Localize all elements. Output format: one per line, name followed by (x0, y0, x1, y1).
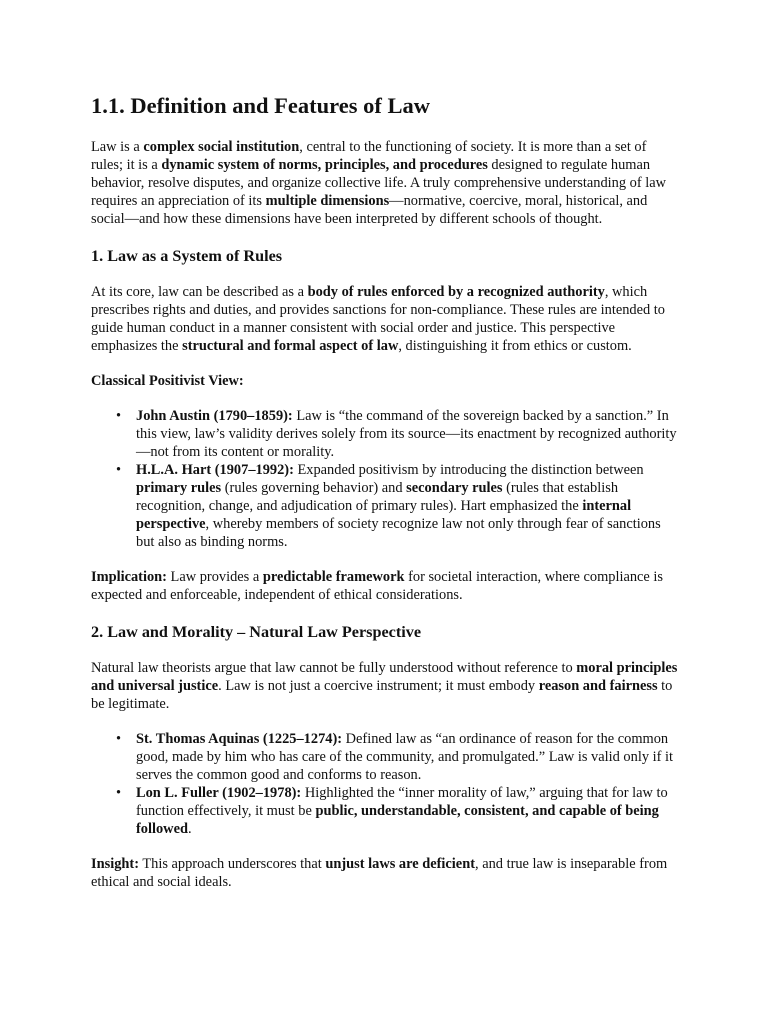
intro-bold: complex social institution (143, 139, 300, 155)
paragraph-text: for societal interaction, where compliance is expected and enforceable, independent of ethical considerations. (91, 569, 664, 603)
list-item-text: , whereby members of society recognize law not only through fear of sanctions but also as binding norms. (136, 516, 661, 550)
paragraph-bold: Implication: (91, 569, 167, 585)
bullet-icon: • (116, 462, 122, 478)
list-item-hart (116, 461, 679, 551)
paragraph-bold: body of rules enforced by a recognized authority (307, 284, 605, 300)
paragraph-bold: reason and fairness (538, 678, 658, 694)
intro-text: Law is a (91, 139, 144, 155)
intro-text: designed to regulate human behavior, resolve disputes, and organize collective life. A truly comprehensive understanding of law requires an appreciation of its (91, 157, 667, 209)
intro-text: , central to the functioning of society. It is more than a set of rules; it is a (91, 139, 647, 173)
paragraph-text: , which prescribes rights and duties, and provides sanctions for non-compliance. These rules are intended to guide human conduct in a manner consistent with social order and justice. This perspective emphasizes the (91, 284, 665, 354)
list-item-bold: public, understandable, consistent, and capable of being followed (136, 803, 659, 837)
section-2-heading: 2. Law and Morality – Natural Law Perspective (91, 623, 422, 641)
paragraph-bold: structural and formal aspect of law (182, 338, 399, 354)
intro-bold: dynamic system of norms, principles, and procedures (161, 157, 488, 173)
section-1-heading: 1. Law as a System of Rules (91, 247, 283, 265)
list-item-text: Highlighted the “inner morality of law,” arguing that for law to function effectively, it must be (136, 785, 668, 819)
paragraph-text: Natural law theorists argue that law cannot be fully understood without reference to (91, 660, 577, 676)
section-2-paragraph (91, 659, 679, 713)
list-item-fuller (116, 784, 679, 838)
list-item-bold: internal perspective (136, 498, 632, 532)
document-title: 1.1. Definition and Features of Law (91, 93, 430, 118)
bullet-icon: • (116, 731, 122, 747)
paragraph-text: to be legitimate. (91, 678, 673, 712)
paragraph-bold: Insight: (91, 856, 139, 872)
list-item-text: (rules that establish recognition, change, and adjudication of primary rules). Hart emphasized the (136, 480, 619, 514)
paragraph-bold: predictable framework (262, 569, 405, 585)
list-item-bold: John Austin (1790–1859): (136, 408, 293, 424)
list-item-bold: Lon L. Fuller (1902–1978): (136, 785, 302, 801)
list-item-text: Defined law as “an ordinance of reason for the common good, made by him who has care of the community, and promulgated.” Law is valid only if it serves the common good and conforms to reason. (136, 731, 673, 783)
insight-paragraph (91, 855, 679, 891)
paragraph-bold: moral principles and universal justice (91, 660, 678, 694)
natural-law-list (91, 730, 679, 838)
paragraph-text: At its core, law can be described as a (91, 284, 308, 300)
list-item-text: Law is “the command of the sovereign backed by a sanction.” In this view, law’s validity derives solely from its source—its enactment by recognized authority—not from its content or morality. (136, 408, 677, 460)
paragraph-text: This approach underscores that (139, 856, 326, 872)
paragraph-bold: unjust laws are deficient (325, 856, 475, 872)
list-item-bold: H.L.A. Hart (1907–1992): (136, 462, 294, 478)
paragraph-text: Law provides a (166, 569, 263, 585)
list-item-text: (rules governing behavior) and (221, 480, 407, 496)
positivist-list (91, 407, 679, 551)
list-item-bold: primary rules (136, 480, 222, 496)
list-item-aquinas (116, 730, 679, 784)
subheading-text: Classical Positivist View: (91, 373, 244, 389)
list-item-bold: St. Thomas Aquinas (1225–1274): (136, 731, 343, 747)
implication-paragraph (91, 568, 679, 604)
list-item-bold: secondary rules (406, 480, 503, 496)
list-item-text: . (187, 821, 192, 837)
bullet-icon: • (116, 408, 122, 424)
intro-bold: multiple dimensions (265, 193, 390, 209)
section-1-paragraph (91, 283, 679, 355)
paragraph-text: . Law is not just a coercive instrument; it must embody (218, 678, 539, 694)
paragraph-text: , distinguishing it from ethics or custom. (398, 338, 632, 354)
document-body (91, 92, 679, 908)
list-item-text: Expanded positivism by introducing the distinction between (293, 462, 644, 478)
paragraph-text: , and true law is inseparable from ethical and social ideals. (91, 856, 668, 890)
list-item-austin (116, 407, 679, 461)
section-1-subheading (91, 372, 679, 390)
bullet-icon: • (116, 785, 122, 801)
intro-text: —normative, coercive, moral, historical, and social—and how these dimensions have been interpreted by different schools of thought. (91, 193, 648, 227)
intro-paragraph (91, 138, 679, 228)
